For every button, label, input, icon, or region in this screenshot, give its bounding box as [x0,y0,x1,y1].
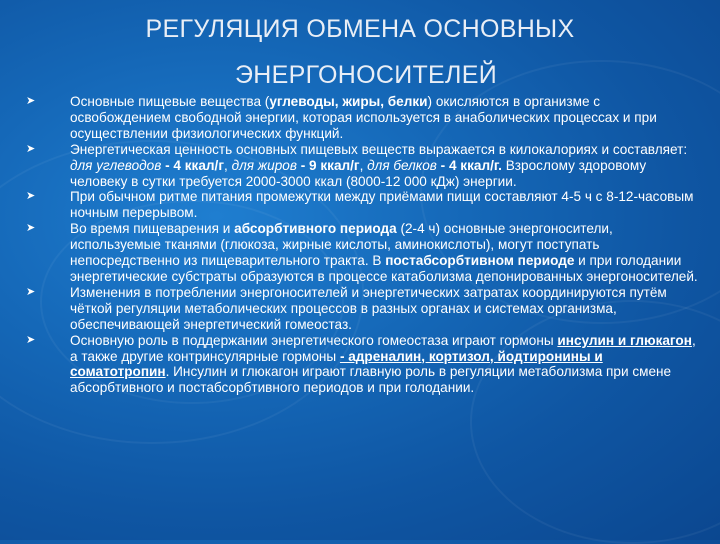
bullet-text: Изменения в потреблении энергоносителей и энергетических затратах координируются путём чёткой регуляции метаболических процессов в разных органах и системах организма, обеспечивающей энергетический гомеостаз. [70,284,667,332]
bullet-text: , а также другие контринсулярные гормоны [70,332,696,364]
bullet-bold-underlined-text: - адреналин, кортизол, йодтиронины и соматотропин [70,348,603,380]
bullet-bold-text: углеводы, жиры, белки [269,94,428,109]
bullet-text: (2-4 ч) основные энергоносители, используемые тканями (глюкоза, жирные кислоты, аминокислоты), могут поступать непосредственно из пищеварительного тракта. В [70,221,613,269]
bullet-text: Взрослому здоровому человеку в сутки требуется 2000-3000 ккал (8000-12 000 кДж) энергии. [70,157,647,189]
bullet-text: Во время пищеварения и [70,221,235,237]
bullet-text: ) окисляются в организме с освобождением свободной энергии, которая используется в анаболических процессах и при осуществлении физиологических функций. [70,94,657,141]
bullet-item [22,189,698,221]
bullet-bold-text: - 4 ккал/г. [436,157,502,173]
slide-title-line-1: РЕГУЛЯЦИЯ ОБМЕНА ОСНОВНЫХ [145,15,575,43]
slide-title-line-2: ЭНЕРГОНОСИТЕЛЕЙ [235,61,497,89]
bullet-text: Основную роль в поддержании энергетического гомеостаза играют гормоны [70,332,558,348]
arrowhead-bullet-icon: ➤ [26,285,36,298]
bullet-bold-text: - 4 ккал/г [161,157,224,173]
bullet-bold-text: абсорбтивного периода [234,221,397,237]
arrowhead-bullet-icon: ➤ [26,190,36,203]
bullet-bold-underlined-text: инсулин и глюкагон [557,332,692,348]
bullet-italic-text: для жиров [231,157,297,173]
slide-title [0,6,720,98]
bullet-item [22,142,698,190]
bullet-text: , [224,157,232,173]
bullet-item [22,221,698,285]
bullet-bold-text: - 9 ккал/г [296,157,360,173]
bullet-italic-text: для белков [367,157,437,173]
bullet-text: . Инсулин и глюкагон играют главную роль в регуляции метаболизма при смене абсорбтивного и постабсорбтивного периодов и при голодании. [70,364,672,396]
arrowhead-bullet-icon: ➤ [26,222,36,235]
bullet-bold-text: постабсорбтивном периоде [385,253,575,269]
bullet-list [22,94,698,396]
bullet-item [22,285,698,333]
bullet-text: и при голодании энергетические субстраты образуются в процессе катаболизма депонированных энергоносителей. [70,253,698,284]
bullet-text: , [359,157,368,173]
bullet-text: Энергетическая ценность основных пищевых веществ выражается в килокалориях и составляет: [70,141,688,157]
arrowhead-bullet-icon: ➤ [26,95,36,107]
bullet-text: При обычном ритме питания промежутки между приёмами пищи составляют 4-5 ч с 8-12-часовым ночным перерывом. [70,189,694,221]
arrowhead-bullet-icon: ➤ [26,142,36,155]
arrowhead-bullet-icon: ➤ [26,333,36,346]
bullet-item [22,333,698,397]
bullet-text: Основные пищевые вещества ( [70,94,270,109]
bullet-italic-text: для углеводов [70,157,162,173]
bullet-item [22,94,698,142]
